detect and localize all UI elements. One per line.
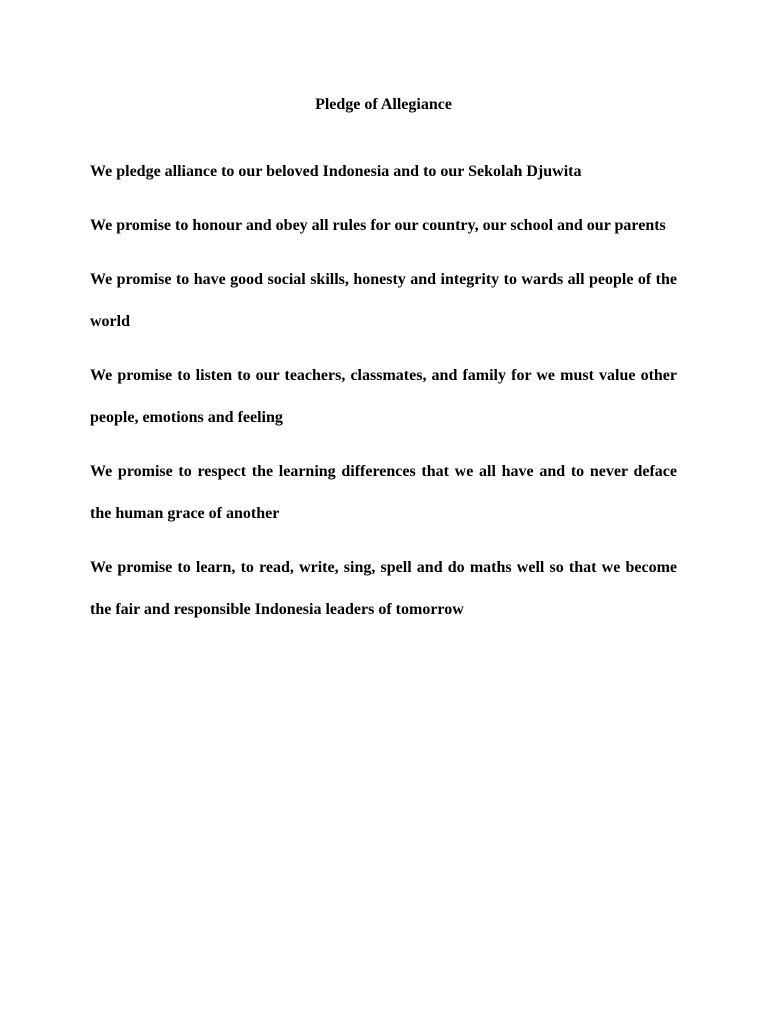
pledge-paragraph-2: We promise to honour and obey all rules for our country, our school and our parents xyxy=(90,217,666,234)
pledge-paragraph-3: We promise to have good social skills, honesty and integrity to wards all people of the world xyxy=(90,271,677,330)
page-title: Pledge of Allegiance xyxy=(315,96,452,113)
pledge-paragraph-5: We promise to respect the learning differences that we all have and to never deface the human grace of another xyxy=(90,463,677,522)
pledge-paragraph-6: We promise to learn, to read, write, sing, spell and do maths well so that we become the fair and responsible Indonesia leaders of tomorrow xyxy=(90,559,677,618)
pledge-paragraph-4: We promise to listen to our teachers, classmates, and family for we must value other people, emotions and feeling xyxy=(90,367,677,426)
pledge-paragraph-1: We pledge alliance to our beloved Indonesia and to our Sekolah Djuwita xyxy=(90,163,582,180)
